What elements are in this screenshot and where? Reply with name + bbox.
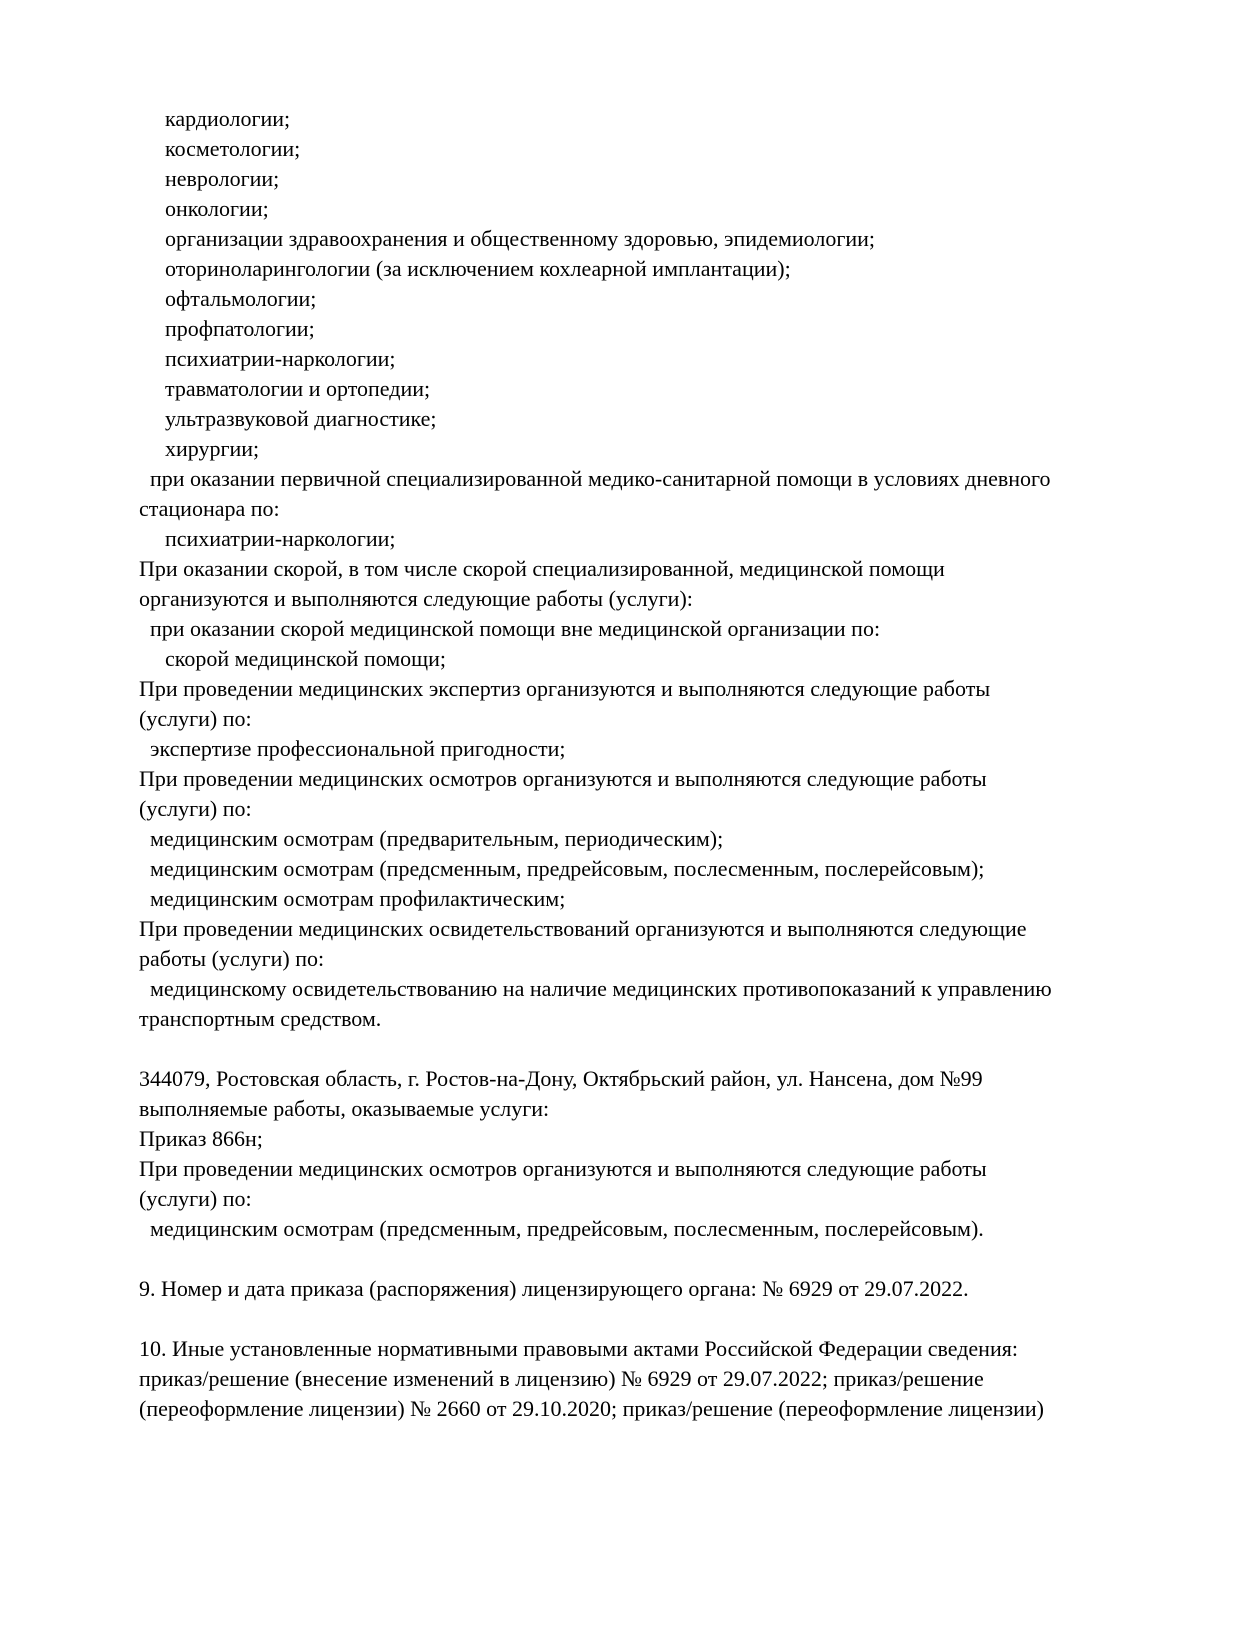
text-line: медицинскому освидетельствованию на наличие медицинских противопоказаний к управлению [150,976,1052,1001]
text-line: Приказ 866н; [139,1126,263,1151]
text-line: стационара по: [139,496,280,521]
text-line: травматологии и ортопедии; [165,376,431,401]
text-line: транспортным средством. [139,1006,382,1031]
text-line: организуются и выполняются следующие работы (услуги): [139,586,693,611]
text-line: При проведении медицинских экспертиз организуются и выполняются следующие работы [139,676,991,701]
blank-line [139,1244,1200,1274]
text-line: работы (услуги) по: [139,946,325,971]
text-line: психиатрии-наркологии; [165,526,396,551]
text-line: при оказании скорой медицинской помощи вне медицинской организации по: [150,616,881,641]
text-line: 9. Номер и дата приказа (распоряжения) лицензирующего органа: № 6929 от 29.07.2022. [139,1276,969,1301]
text-line: (услуги) по: [139,1186,252,1211]
text-line: (услуги) по: [139,706,252,731]
text-line: косметологии; [165,136,301,161]
text-line: 344079, Ростовская область, г. Ростов-на-Дону, Октябрьский район, ул. Нансена, дом №99 [139,1066,983,1091]
text-line: приказ/решение (внесение изменений в лицензию) № 6929 от 29.07.2022; приказ/решение [139,1366,984,1391]
text-line: медицинским осмотрам (предсменным, предрейсовым, послесменным, послерейсовым); [150,856,985,881]
text-line: неврологии; [165,166,280,191]
text-line: психиатрии-наркологии; [165,346,396,371]
text-line: хирургии; [165,436,260,461]
text-line: скорой медицинской помощи; [165,646,447,671]
text-line: профпатологии; [165,316,315,341]
text-line: при оказании первичной специализированной медико-санитарной помощи в условиях дневного [150,466,1051,491]
text-line: оториноларингологии (за исключением кохлеарной имплантации); [165,256,791,281]
text-line: 10. Иные установленные нормативными правовыми актами Российской Федерации сведения: [139,1336,1018,1361]
text-line: кардиологии; [165,106,291,131]
text-line: При оказании скорой, в том числе скорой специализированной, медицинской помощи [139,556,945,581]
text-line: ультразвуковой диагностике; [165,406,437,431]
text-line: медицинским осмотрам (предварительным, периодическим); [150,826,724,851]
text-line: медицинским осмотрам профилактическим; [150,886,566,911]
text-line: организации здравоохранения и общественному здоровью, эпидемиологии; [165,226,876,251]
text-line: экспертизе профессиональной пригодности; [150,736,566,761]
blank-line [139,1034,1200,1064]
text-line: медицинским осмотрам (предсменным, предрейсовым, послесменным, послерейсовым). [150,1216,984,1241]
text-line: (услуги) по: [139,796,252,821]
text-line: (переоформление лицензии) № 2660 от 29.10.2020; приказ/решение (переоформление лицензии) [139,1396,1044,1421]
text-line: При проведении медицинских осмотров организуются и выполняются следующие работы [139,1156,987,1181]
text-line: офтальмологии; [165,286,317,311]
document-body [139,104,1200,1424]
text-line: При проведении медицинских осмотров организуются и выполняются следующие работы [139,766,987,791]
text-line: онкологии; [165,196,269,221]
blank-line [139,1304,1200,1334]
text-line: При проведении медицинских освидетельствований организуются и выполняются следующие [139,916,1027,941]
text-line: выполняемые работы, оказываемые услуги: [139,1096,550,1121]
